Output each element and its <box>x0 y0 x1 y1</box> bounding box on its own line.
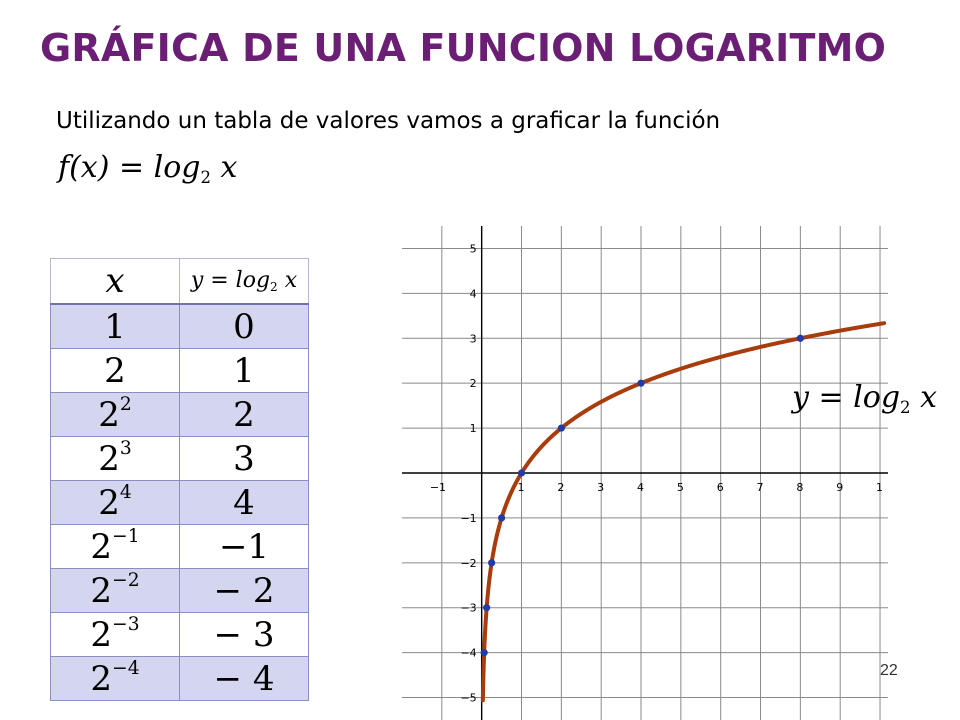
y-cell <box>180 304 309 349</box>
formula-base: 2 <box>200 167 211 187</box>
x-value <box>104 351 126 391</box>
x-cell <box>51 525 180 569</box>
x-tick-label: 2 <box>557 481 565 494</box>
table-row <box>51 525 309 569</box>
function-formula <box>58 150 237 187</box>
x-tick-label: 1 <box>876 481 884 494</box>
values-table <box>50 258 309 701</box>
x-base: 2 <box>90 526 113 567</box>
x-base: 2 <box>90 570 113 611</box>
slide-title: GRÁFICA DE UNA FUNCION LOGARITMO <box>40 26 887 70</box>
y-tick-label: 4 <box>469 287 477 301</box>
table-row <box>51 437 309 481</box>
log-graph <box>402 226 888 720</box>
x-tick-label: 8 <box>796 481 804 494</box>
x-tick-label: 7 <box>756 481 764 494</box>
x-exponent: −4 <box>112 658 140 680</box>
curve-label-pre: y = log <box>792 380 901 415</box>
y-value: 3 <box>233 438 255 479</box>
x-exponent: −3 <box>112 614 140 636</box>
y-tick-label: 2 <box>469 377 477 391</box>
data-point <box>797 335 804 342</box>
x-cell <box>51 437 180 481</box>
x-base: 2 <box>90 614 113 655</box>
y-value: 0 <box>233 306 255 347</box>
curve-label <box>792 380 937 417</box>
y-value: −1 <box>218 526 270 567</box>
x-value <box>98 483 132 523</box>
x-tick-label: 4 <box>637 481 645 494</box>
y-value: 4 <box>233 482 255 523</box>
x-base: 2 <box>104 350 126 391</box>
header-y-base: 2 <box>270 280 278 295</box>
y-tick-label: −4 <box>460 646 477 660</box>
x-tick-label: 1 <box>517 481 525 494</box>
header-x-label: x <box>105 261 125 301</box>
data-point <box>558 424 565 431</box>
x-cell <box>51 349 180 393</box>
y-cell <box>180 613 309 657</box>
x-value <box>90 659 139 699</box>
page-number: 22 <box>880 662 898 679</box>
y-cell <box>180 349 309 393</box>
x-base: 2 <box>98 438 120 479</box>
x-cell <box>51 481 180 525</box>
header-y-label <box>191 268 297 293</box>
x-value <box>98 395 132 435</box>
x-value <box>90 527 139 567</box>
formula-var: x <box>220 150 238 185</box>
y-cell <box>180 525 309 569</box>
x-tick-label: 6 <box>716 481 724 494</box>
x-exponent: −2 <box>112 570 140 592</box>
table-row <box>51 349 309 393</box>
x-exponent: −1 <box>112 526 140 548</box>
data-point <box>483 604 490 611</box>
y-value: − 2 <box>213 570 275 611</box>
data-point <box>481 649 488 656</box>
x-base: 1 <box>104 306 126 347</box>
header-y-var: x <box>284 267 298 293</box>
y-tick-label: 1 <box>469 422 477 436</box>
x-cell <box>51 657 180 701</box>
x-cell <box>51 569 180 613</box>
data-point <box>518 469 525 476</box>
table-header-row <box>51 259 309 305</box>
y-tick-label: 3 <box>469 332 477 346</box>
header-y-pre: y = log <box>190 267 271 293</box>
x-exponent: 2 <box>119 394 132 416</box>
x-base: 2 <box>90 658 113 699</box>
x-cell <box>51 304 180 349</box>
x-value <box>104 307 126 347</box>
curve-label-base: 2 <box>900 397 911 417</box>
x-base: 2 <box>98 482 120 523</box>
y-tick-label: −5 <box>460 691 477 705</box>
y-value: 2 <box>233 394 255 435</box>
y-value: 1 <box>233 350 255 391</box>
table-row <box>51 481 309 525</box>
table-row <box>51 569 309 613</box>
header-y <box>180 259 309 305</box>
table-row <box>51 304 309 349</box>
y-tick-label: 5 <box>469 242 477 256</box>
table-row <box>51 657 309 701</box>
x-base: 2 <box>98 394 120 435</box>
y-cell <box>180 569 309 613</box>
intro-text: Utilizando un tabla de valores vamos a graficar la función <box>56 108 721 134</box>
curve-label-var: x <box>920 380 937 415</box>
x-cell <box>51 613 180 657</box>
y-value: − 4 <box>213 658 275 699</box>
x-value <box>90 615 139 655</box>
data-point <box>488 559 495 566</box>
x-value <box>98 439 132 479</box>
y-cell <box>180 657 309 701</box>
y-tick-label: −3 <box>460 601 477 615</box>
x-tick-label: 5 <box>676 481 684 494</box>
y-tick-label: −2 <box>460 556 477 570</box>
x-tick-label: −1 <box>429 481 447 494</box>
table-row <box>51 393 309 437</box>
y-tick-label: −1 <box>460 511 477 525</box>
y-value: − 3 <box>213 614 275 655</box>
table-body <box>51 304 309 701</box>
table-row <box>51 613 309 657</box>
x-exponent: 4 <box>119 482 132 504</box>
x-cell <box>51 393 180 437</box>
data-point <box>637 380 644 387</box>
y-cell <box>180 393 309 437</box>
x-tick-label: 9 <box>836 481 844 494</box>
y-cell <box>180 481 309 525</box>
header-x <box>51 259 180 305</box>
formula-lhs: f(x) = log <box>58 150 201 185</box>
x-exponent: 3 <box>119 438 132 460</box>
x-tick-label: 3 <box>597 481 605 494</box>
y-cell <box>180 437 309 481</box>
x-value <box>90 571 139 611</box>
data-point <box>498 514 505 521</box>
